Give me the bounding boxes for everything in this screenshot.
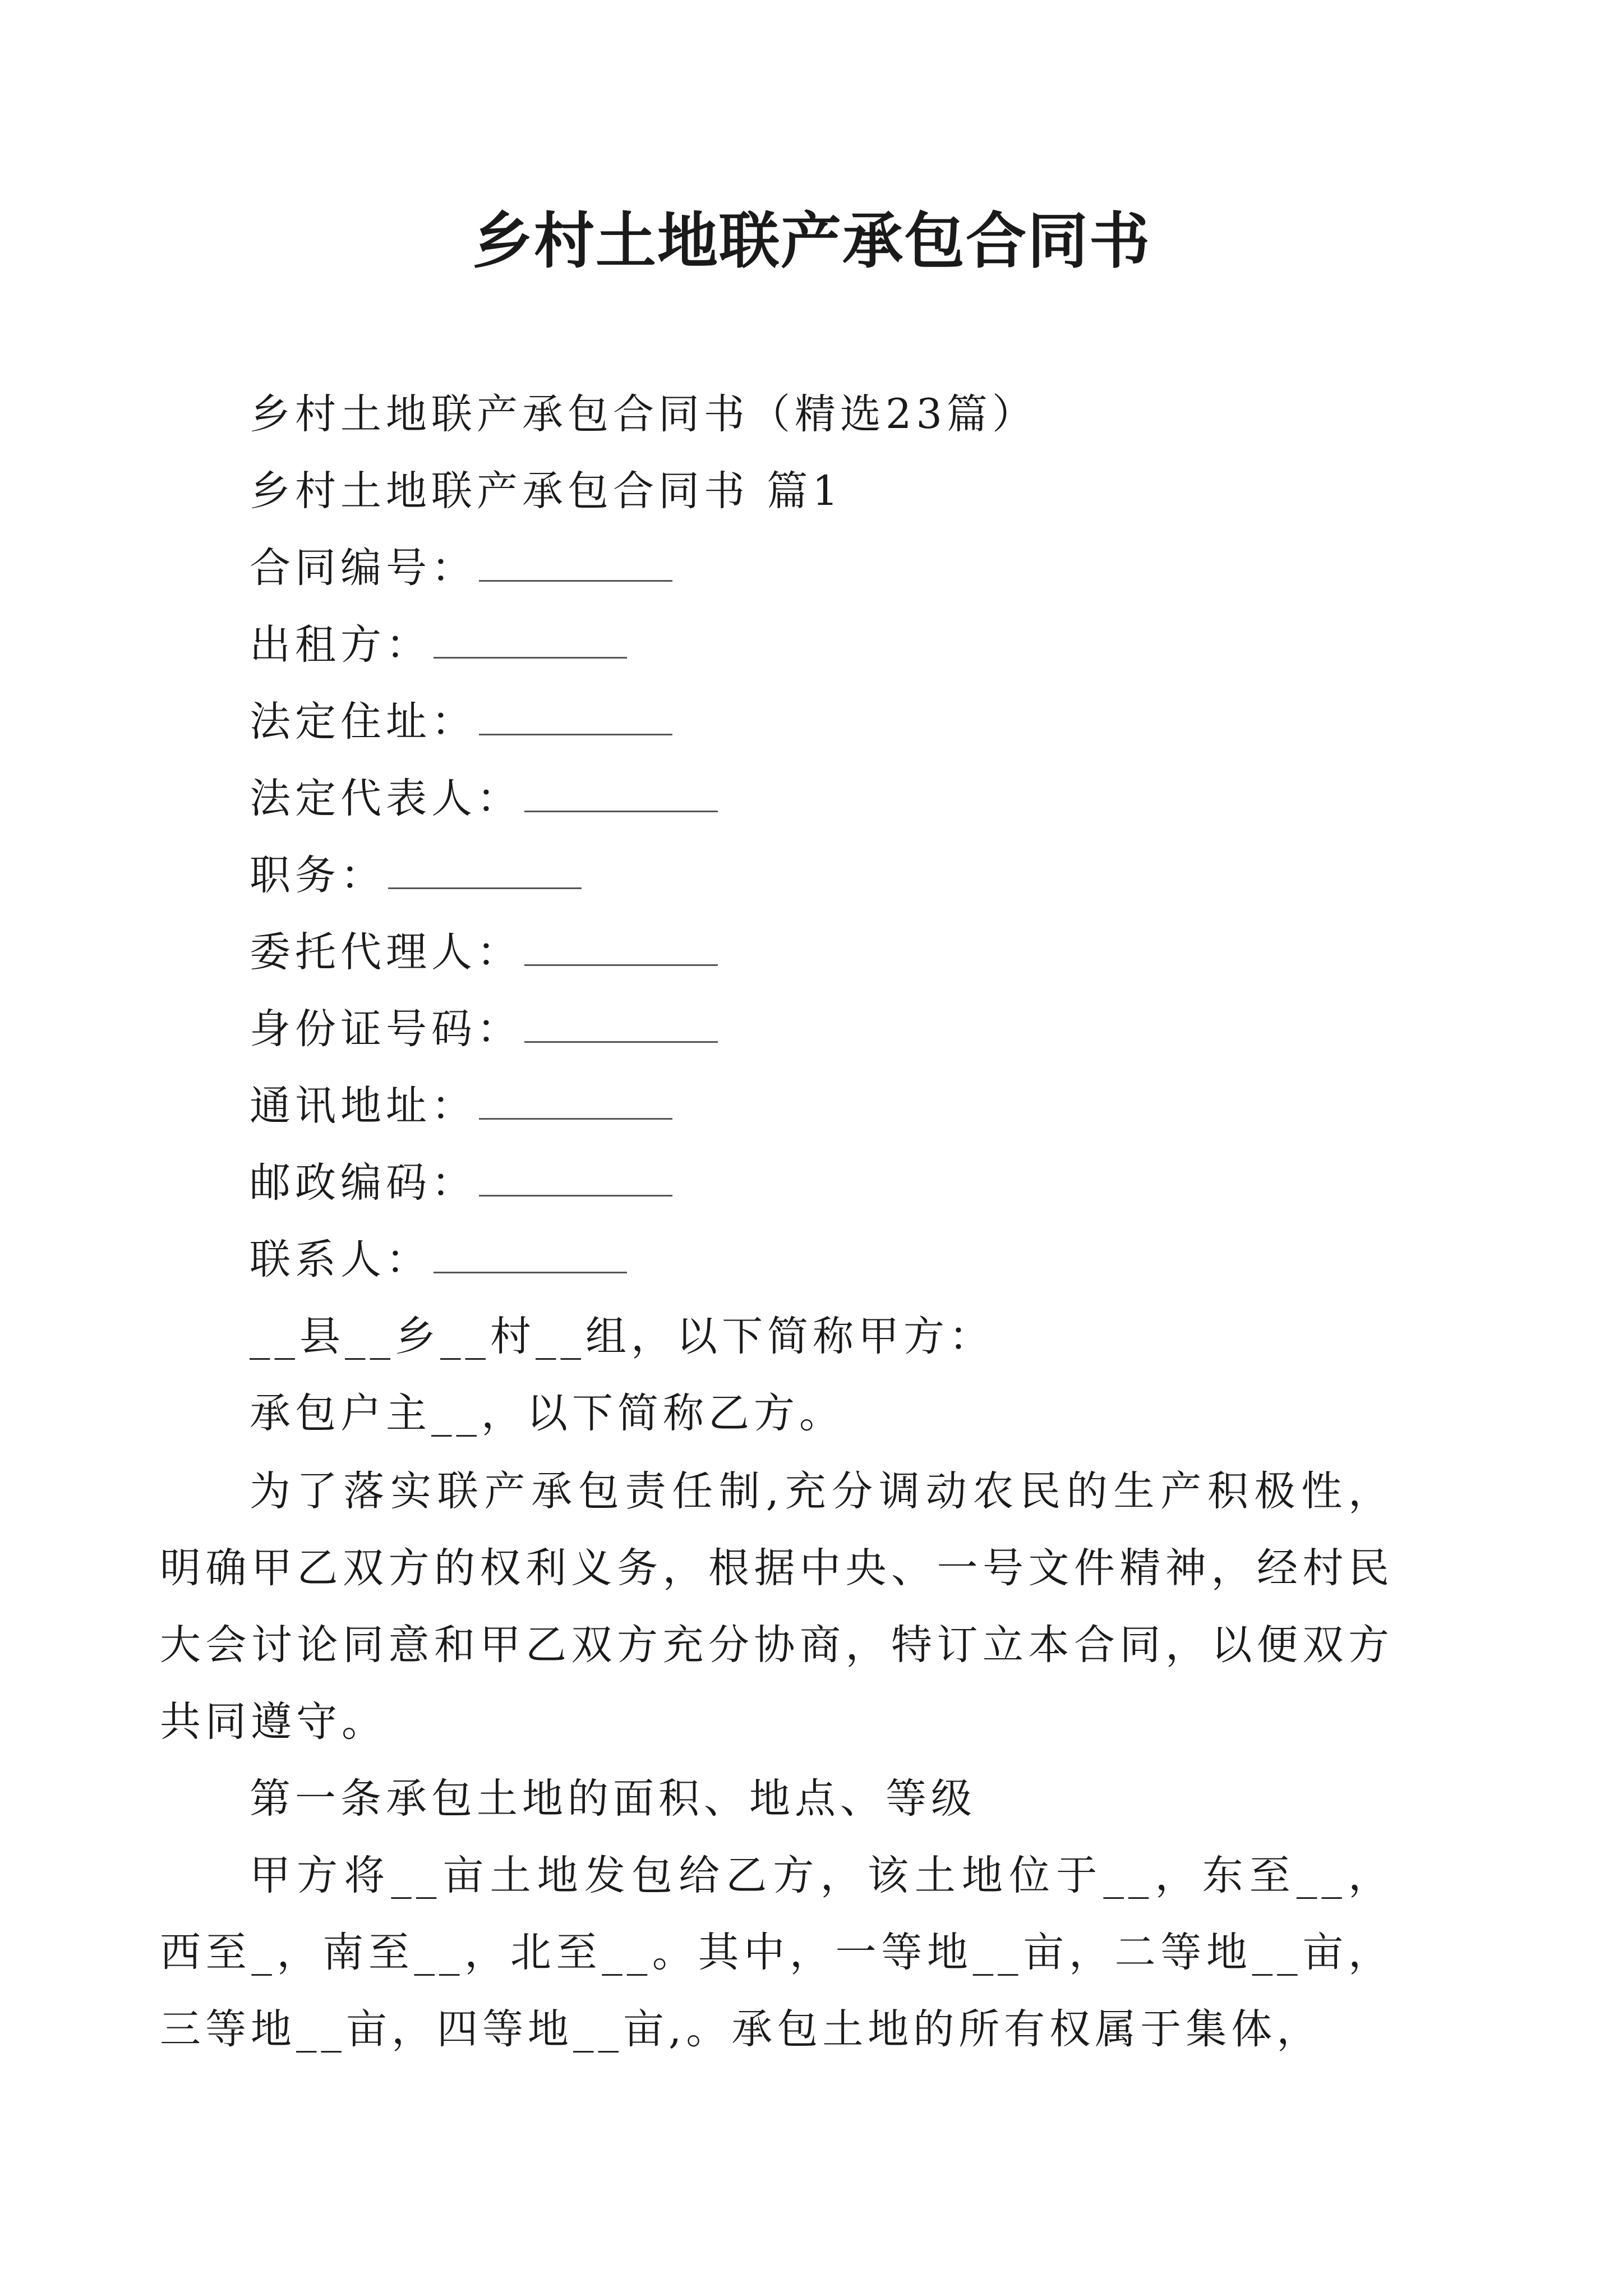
- field-id-number: [250, 991, 1394, 1068]
- field-contract-number: [250, 530, 1394, 606]
- document-subtitle: 乡村土地联产承包合同书（精选23篇）: [250, 390, 1038, 438]
- field-label: 职务：: [250, 852, 386, 899]
- field-legal-address: [250, 683, 1394, 760]
- field-lessor: [250, 606, 1394, 683]
- article-1-text: 甲方将__亩土地发包给乙方，该土地位于__，东至__，西至_，南至__，北至__。其中，一等地__亩，二等地__亩，三等地__亩，四等地__亩,。承包土地的所有权属于集体，: [160, 1852, 1394, 2053]
- fill-blank: [479, 1117, 672, 1120]
- field-label: 联系人：: [250, 1236, 431, 1283]
- document-body: [250, 376, 1394, 1452]
- field-label: 身份证号码：: [250, 1005, 522, 1053]
- field-authorized-agent: [250, 914, 1394, 991]
- fill-blank: [479, 1194, 672, 1197]
- field-label: 合同编号：: [250, 544, 477, 592]
- field-label: 委托代理人：: [250, 928, 522, 976]
- field-label: 邮政编码：: [250, 1159, 477, 1207]
- fill-blank: [479, 579, 672, 582]
- paragraph-purpose: 为了落实联产承包责任制,充分调动农民的生产积极性，明确甲乙双方的权利义务，根据中央、一号文件精神，经村民大会讨论同意和甲乙双方充分协商，特订立本合同，以便双方共同遵守。: [160, 1467, 1394, 1746]
- field-label: 法定住址：: [250, 698, 477, 746]
- document-body-paragraphs: [160, 1453, 1394, 2068]
- section-heading: 乡村土地联产承包合同书 篇1: [250, 467, 843, 515]
- fill-blank: [479, 733, 672, 735]
- article-1-heading: 第一条承包土地的面积、地点、等级: [250, 1775, 976, 1823]
- fill-blank: [434, 1271, 627, 1273]
- fill-blank: [524, 963, 718, 966]
- fill-blank: [388, 886, 582, 889]
- fill-blank: [524, 1040, 718, 1043]
- field-contact-person: [250, 1221, 1394, 1298]
- fill-blank: [434, 656, 627, 659]
- field-legal-representative: [250, 760, 1394, 837]
- field-position: [250, 837, 1394, 914]
- document-title: 乡村土地联产承包合同书: [472, 206, 1151, 277]
- field-postal-code: [250, 1144, 1394, 1221]
- field-label: 通讯地址：: [250, 1082, 477, 1130]
- party-b-line: 承包户主__，以下简称乙方。: [250, 1389, 845, 1437]
- fill-blank: [524, 809, 718, 812]
- party-a-line: __县__乡__村__组，以下简称甲方：: [250, 1313, 994, 1360]
- field-label: 法定代表人：: [250, 775, 522, 822]
- field-label: 出租方：: [250, 621, 431, 669]
- field-mailing-address: [250, 1068, 1394, 1144]
